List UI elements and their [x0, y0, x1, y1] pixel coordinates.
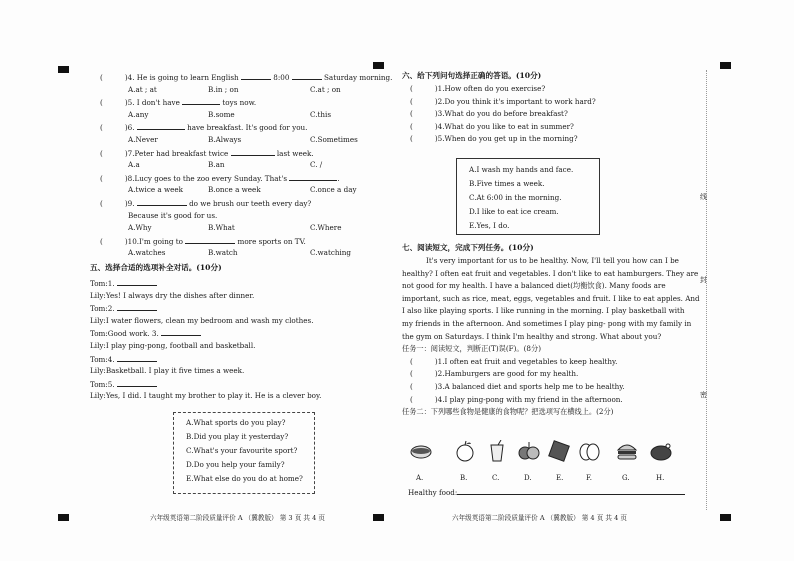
registration-mark [373, 62, 384, 69]
section-7: 七、阅读短文，完成下列任务。(10分) It's very important for us to be healthy. Now, I'll tell you how can I be healthy? I often eat fruit and vegetables. I don't like to eat hamburgers. They are not good for my health. I have a balanced diet(均衡饮食). Many foods are important, such as rice, meat, eggs, vegetables and fruit. I like to eat apples. And I also like playing sports. I like running in the morning. I play basketball with my friends in the afternoon. And sometimes I play ping- pong with my family in the gym on Saturdays. I think I'm healthy and strong. What about you? 任务一：阅读短文，判断正(T)误(F)。(8分) ( )1.I often eat fruit and vegetables to keep healthy. ( )2.Hamburgers are good for my health. ( )3.A balanced diet and sports help me to be healthy. ( )4.I play ping-pong with my friend in the afternoon. 任务二：下列哪些食物是健康的食物呢？把选项写在横线上。(2分) [402, 242, 692, 419]
registration-mark [720, 62, 731, 69]
chocolate-icon [548, 440, 570, 462]
binding-mark: 密 [700, 391, 707, 399]
eggs-icon [578, 440, 600, 462]
healthy-food-input[interactable] [457, 486, 685, 495]
page-footer-left: 六年级英语第二阶段质量评价 A （冀教版） 第 3 页 共 4 页 [150, 514, 325, 522]
left-column: ( )4. He is going to learn English 8:00 Saturday morning. A.at ; at B.in ; on C.at ; on ( )5. I don't have toys now. A.any B.some C.this ( )6. have breakfast. It's good for you. A.Never B.Always C.Sometimes ( )7.Peter had breakfast twice last week. A.a B.an C. / ( )8.Lucy goes to the zoo every Sunday. That's . A.twice a week B.once a week C.once a day ( )9. do we brush our teeth every day? Because it's good for us. A.Why B.What C.Where ( )10.I'm going to more sports on TV. A.watches B.watch C.watching [100, 73, 393, 258]
section-5-title: 五、选择合适的选项补全对话。(10分) [90, 263, 222, 272]
binding-line [706, 70, 708, 510]
drink-cup-icon [486, 440, 508, 462]
food-label: H. [656, 474, 665, 482]
binding-mark: 线 [700, 193, 707, 201]
food-label: B. [460, 474, 468, 482]
registration-mark [58, 514, 69, 521]
food-label: A. [416, 474, 424, 482]
registration-mark [58, 66, 69, 73]
page-footer-right: 六年级英语第二阶段质量评价 A （冀教版） 第 4 页 共 4 页 [452, 514, 627, 522]
registration-mark [373, 514, 384, 521]
answers-box: A.I wash my hands and face. B.Five times a week. C.At 6:00 in the morning. D.I like to eat ice cream. E.Yes, I do. [456, 158, 600, 235]
roast-chicken-icon [650, 440, 672, 462]
section-7-title: 七、阅读短文，完成下列任务。(10分) [402, 243, 534, 252]
food-label: D. [524, 474, 532, 482]
binding-mark: 封 [700, 276, 707, 284]
hamburger-icon [616, 440, 638, 462]
food-label: C. [492, 474, 500, 482]
vegetables-icon [518, 440, 540, 462]
registration-mark [720, 514, 731, 521]
section-6-title: 六、给下列问句选择正确的答语。(10分) [402, 71, 542, 80]
task-2-title: 任务二：下列哪些食物是健康的食物呢？把选项写在横线上。(2分) [402, 407, 614, 417]
section-6: 六、给下列问句选择正确的答语。(10分) ( )1.How often do you exercise? ( )2.Do you think it's important to work hard? ( )3.What do you do before breakfast? ( )4.What do you like to eat in summer? ( )5.When do you get up in the morning? [402, 70, 702, 146]
hotdog-icon [410, 440, 432, 462]
food-label: G. [622, 474, 630, 482]
food-label: F. [586, 474, 592, 482]
food-label: E. [556, 474, 564, 482]
section-5: 五、选择合适的选项补全对话。(10分) Tom:1. Lily:Yes! I always dry the dishes after dinner. Tom:2. Lily:I water flowers, clean my bedroom and wash my clothes. Tom:Good work. 3. Lily:I play ping-pong, football and basketball. Tom:4. Lily:Basketball. I play it five times a week. Tom:5. Lily:Yes, I did. I taught my brother to play it. He is a clever boy. [90, 262, 370, 403]
task-1-title: 任务一：阅读短文，判断正(T)误(F)。(8分) [402, 344, 541, 354]
apple-icon [454, 440, 476, 462]
healthy-food-line: Healthy food: [408, 486, 690, 499]
dialogue-options-box: A.What sports do you play? B.Did you play it yesterday? C.What's your favourite sport? D.Do you help your family? E.What else do you do at home? [173, 412, 315, 494]
